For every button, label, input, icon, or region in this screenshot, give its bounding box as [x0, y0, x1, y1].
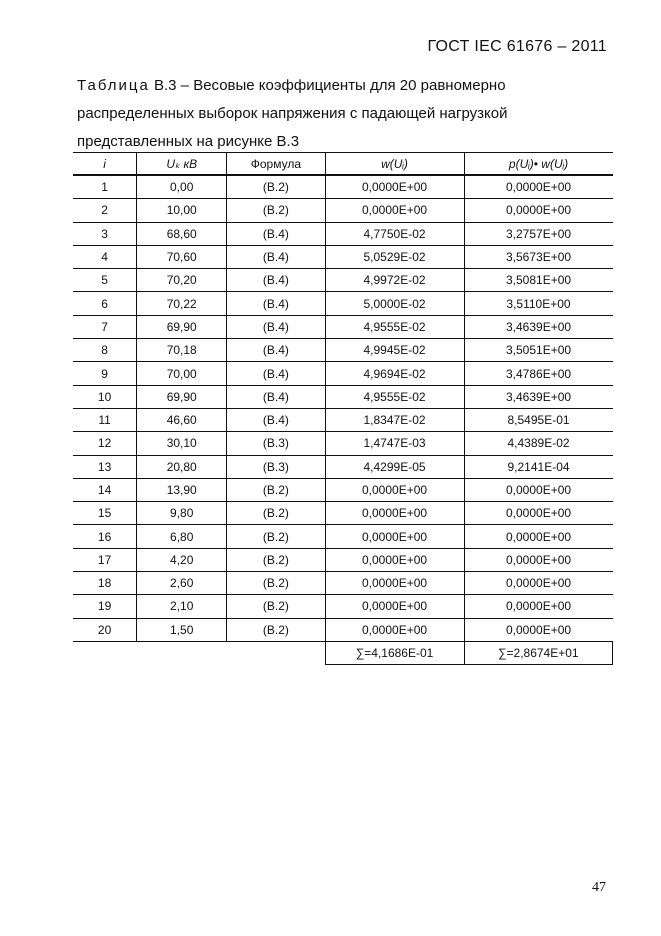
- table-row: [73, 548, 613, 571]
- cell-i: 6: [73, 292, 137, 315]
- cell-weight: 1,4747Е-03: [325, 432, 464, 455]
- header-voltage: Uₖ кВ: [137, 153, 227, 176]
- cell-product: 3,2757Е+00: [464, 222, 612, 245]
- cell-product: 0,0000Е+00: [464, 525, 612, 548]
- caption-label: Таблица: [77, 77, 150, 94]
- table-row: [73, 618, 613, 641]
- table-row: [73, 408, 613, 431]
- cell-voltage: 1,50: [137, 618, 227, 641]
- cell-voltage: 2,10: [137, 595, 227, 618]
- cell-i: 17: [73, 548, 137, 571]
- cell-formula: (В.2): [227, 199, 325, 222]
- cell-voltage: 68,60: [137, 222, 227, 245]
- cell-weight: 4,4299Е-05: [325, 455, 464, 478]
- table-row: [73, 432, 613, 455]
- cell-formula: (В.4): [227, 245, 325, 268]
- cell-product: 3,5051Е+00: [464, 339, 612, 362]
- cell-formula: (В.2): [227, 595, 325, 618]
- cell-i: 18: [73, 572, 137, 595]
- cell-formula: (В.2): [227, 548, 325, 571]
- cell-weight: 4,9945Е-02: [325, 339, 464, 362]
- cell-voltage: 4,20: [137, 548, 227, 571]
- cell-formula: (В.3): [227, 455, 325, 478]
- cell-product: 0,0000Е+00: [464, 478, 612, 501]
- cell-i: 20: [73, 618, 137, 641]
- sum-row: [73, 641, 613, 664]
- table-row: [73, 572, 613, 595]
- cell-voltage: 30,10: [137, 432, 227, 455]
- table-row: [73, 362, 613, 385]
- cell-voltage: 0,00: [137, 175, 227, 199]
- header-i: i: [73, 153, 137, 176]
- cell-formula: (В.4): [227, 315, 325, 338]
- sum-weight: ∑=4,1686Е-01: [325, 641, 464, 664]
- table-row: [73, 315, 613, 338]
- cell-voltage: 46,60: [137, 408, 227, 431]
- cell-formula: (В.4): [227, 222, 325, 245]
- cell-voltage: 69,90: [137, 385, 227, 408]
- cell-weight: 4,9972Е-02: [325, 269, 464, 292]
- cell-product: 3,5081Е+00: [464, 269, 612, 292]
- cell-i: 9: [73, 362, 137, 385]
- table-row: [73, 292, 613, 315]
- cell-weight: 0,0000Е+00: [325, 525, 464, 548]
- header-weight: w(Uᵢ): [325, 153, 464, 176]
- table-row: [73, 525, 613, 548]
- cell-formula: (В.2): [227, 175, 325, 199]
- cell-i: 10: [73, 385, 137, 408]
- cell-voltage: 70,22: [137, 292, 227, 315]
- caption-line-1: [77, 72, 597, 100]
- caption-line-3: представленных на рисунке В.3: [77, 133, 300, 150]
- cell-weight: 4,9555Е-02: [325, 385, 464, 408]
- cell-voltage: 70,18: [137, 339, 227, 362]
- cell-voltage: 70,60: [137, 245, 227, 268]
- table-row: [73, 502, 613, 525]
- cell-product: 3,4786Е+00: [464, 362, 612, 385]
- table-row: [73, 222, 613, 245]
- page-number: 47: [592, 880, 606, 895]
- cell-i: 7: [73, 315, 137, 338]
- caption-line-2: распределенных выборок напряжения с падающей нагрузкой: [77, 105, 508, 122]
- table-header-row: [73, 153, 613, 176]
- table-row: [73, 245, 613, 268]
- cell-weight: 1,8347Е-02: [325, 408, 464, 431]
- sum-blank: [73, 641, 325, 664]
- table-caption: [77, 72, 597, 156]
- cell-i: 4: [73, 245, 137, 268]
- header-product: p(Uᵢ)• w(Uᵢ): [464, 153, 612, 176]
- cell-weight: 0,0000Е+00: [325, 199, 464, 222]
- cell-weight: 4,9555Е-02: [325, 315, 464, 338]
- table-row: [73, 269, 613, 292]
- cell-formula: (В.2): [227, 502, 325, 525]
- cell-weight: 5,0000Е-02: [325, 292, 464, 315]
- cell-weight: 0,0000Е+00: [325, 175, 464, 199]
- cell-weight: 0,0000Е+00: [325, 478, 464, 501]
- table-row: [73, 199, 613, 222]
- cell-product: 0,0000Е+00: [464, 572, 612, 595]
- cell-voltage: 2,60: [137, 572, 227, 595]
- cell-weight: 0,0000Е+00: [325, 502, 464, 525]
- cell-weight: 0,0000Е+00: [325, 595, 464, 618]
- cell-weight: 5,0529Е-02: [325, 245, 464, 268]
- table-row: [73, 385, 613, 408]
- cell-formula: (В.2): [227, 572, 325, 595]
- cell-product: 0,0000Е+00: [464, 502, 612, 525]
- cell-formula: (В.4): [227, 339, 325, 362]
- table-body: [73, 175, 613, 641]
- cell-formula: (В.2): [227, 618, 325, 641]
- cell-formula: (В.4): [227, 385, 325, 408]
- cell-formula: (В.4): [227, 362, 325, 385]
- cell-weight: 0,0000Е+00: [325, 618, 464, 641]
- cell-voltage: 10,00: [137, 199, 227, 222]
- cell-product: 0,0000Е+00: [464, 595, 612, 618]
- cell-voltage: 9,80: [137, 502, 227, 525]
- cell-i: 5: [73, 269, 137, 292]
- cell-i: 8: [73, 339, 137, 362]
- table-row: [73, 478, 613, 501]
- weights-table: [73, 152, 613, 665]
- sum-product: ∑=2,8674Е+01: [464, 641, 612, 664]
- cell-product: 3,5673Е+00: [464, 245, 612, 268]
- cell-i: 13: [73, 455, 137, 478]
- cell-formula: (В.4): [227, 408, 325, 431]
- document-header: ГОСТ IEC 61676 – 2011: [427, 38, 607, 55]
- cell-i: 14: [73, 478, 137, 501]
- cell-product: 4,4389Е-02: [464, 432, 612, 455]
- cell-i: 11: [73, 408, 137, 431]
- table-row: [73, 339, 613, 362]
- cell-i: 12: [73, 432, 137, 455]
- cell-product: 0,0000Е+00: [464, 548, 612, 571]
- cell-product: 3,4639Е+00: [464, 315, 612, 338]
- cell-product: 0,0000Е+00: [464, 175, 612, 199]
- cell-product: 0,0000Е+00: [464, 618, 612, 641]
- caption-text-1: В.3 – Весовые коэффициенты для 20 равномерно: [149, 77, 506, 94]
- cell-voltage: 70,00: [137, 362, 227, 385]
- cell-weight: 0,0000Е+00: [325, 548, 464, 571]
- cell-i: 3: [73, 222, 137, 245]
- cell-i: 19: [73, 595, 137, 618]
- cell-voltage: 6,80: [137, 525, 227, 548]
- cell-i: 1: [73, 175, 137, 199]
- cell-product: 3,4639Е+00: [464, 385, 612, 408]
- cell-product: 8,5495Е-01: [464, 408, 612, 431]
- cell-i: 2: [73, 199, 137, 222]
- cell-voltage: 70,20: [137, 269, 227, 292]
- cell-i: 15: [73, 502, 137, 525]
- cell-product: 3,5110Е+00: [464, 292, 612, 315]
- cell-formula: (В.4): [227, 292, 325, 315]
- cell-formula: (В.4): [227, 269, 325, 292]
- cell-formula: (В.2): [227, 478, 325, 501]
- cell-formula: (В.3): [227, 432, 325, 455]
- cell-weight: 4,7750Е-02: [325, 222, 464, 245]
- cell-product: 9,2141Е-04: [464, 455, 612, 478]
- table-row: [73, 175, 613, 199]
- cell-weight: 0,0000Е+00: [325, 572, 464, 595]
- table-row: [73, 595, 613, 618]
- header-formula: Формула: [227, 153, 325, 176]
- cell-i: 16: [73, 525, 137, 548]
- cell-product: 0,0000Е+00: [464, 199, 612, 222]
- cell-voltage: 13,90: [137, 478, 227, 501]
- table-row: [73, 455, 613, 478]
- cell-formula: (В.2): [227, 525, 325, 548]
- cell-voltage: 20,80: [137, 455, 227, 478]
- cell-voltage: 69,90: [137, 315, 227, 338]
- cell-weight: 4,9694Е-02: [325, 362, 464, 385]
